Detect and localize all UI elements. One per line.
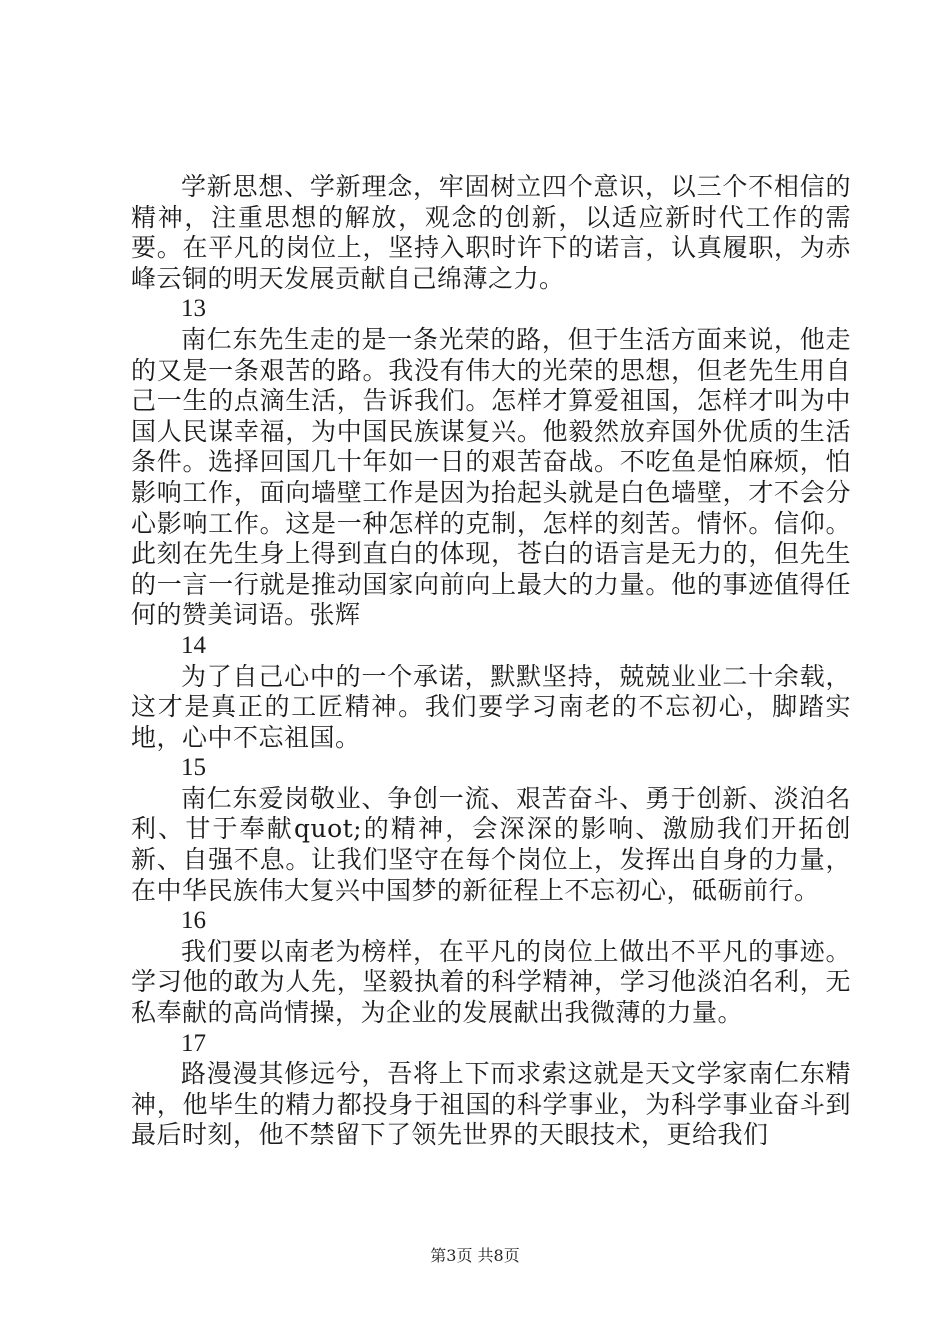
paragraph: 南仁东先生走的是一条光荣的路，但于生活方面来说，他走的又是一条艰苦的路。我没有伟大的光荣的思想，但老先生用自己一生的点滴生活，告诉我们。怎样才算爱祖国，怎样才叫为中国人民谋幸福，为中国民族谋复兴。他毅然放弃国外优质的生活条件。选择回国几十年如一日的艰苦奋战。不吃鱼是怕麻烦，怕影响工作，面向墙壁工作是因为抬起头就是白色墙壁，才不会分心影响工作。这是一种怎样的克制，怎样的刻苦。情怀。信仰。此刻在先生身上得到直白的体现，苍白的语言是无力的，但先生的一言一行就是推动国家向前向上最大的力量。他的事迹值得任何的赞美词语。张辉 (131, 324, 851, 630)
item-number: 16 (181, 907, 206, 935)
document-body (131, 172, 851, 1151)
paragraph: 南仁东爱岗敬业、争创一流、艰苦奋斗、勇于创新、淡泊名利、甘于奉献quot;的精神，会深深的影响、激励我们开拓创新、自强不息。让我们坚守在每个岗位上，发挥出自身的力量，在中华民族伟大复兴中国梦的新征程上不忘初心，砥砺前行。 (131, 783, 851, 905)
paragraph: 路漫漫其修远兮，吾将上下而求索这就是天文学家南仁东精神，他毕生的精力都投身于祖国的科学事业，为科学事业奋斗到最后时刻，他不禁留下了领先世界的天眼技术，更给我们 (131, 1059, 851, 1150)
item-number: 14 (181, 631, 206, 659)
item-number: 15 (181, 754, 206, 782)
page-footer: 第3页 共8页 (430, 1246, 520, 1265)
paragraph: 为了自己心中的一个承诺，默默坚持，兢兢业业二十余载，这才是真正的工匠精神。我们要学习南老的不忘初心，脚踏实地，心中不忘祖国。 (131, 661, 851, 752)
paragraph: 我们要以南老为榜样，在平凡的岗位上做出不平凡的事迹。学习他的敢为人先，坚毅执着的科学精神，学习他淡泊名利，无私奉献的高尚情操，为企业的发展献出我微薄的力量。 (131, 936, 851, 1028)
item-number: 17 (181, 1029, 206, 1057)
paragraph: 学新思想、学新理念，牢固树立四个意识，以三个不相信的精神，注重思想的解放，观念的创新，以适应新时代工作的需要。在平凡的岗位上，坚持入职时许下的诺言，认真履职，为赤峰云铜的明天发展贡献自己绵薄之力。 (131, 172, 851, 293)
item-number: 13 (181, 295, 206, 323)
